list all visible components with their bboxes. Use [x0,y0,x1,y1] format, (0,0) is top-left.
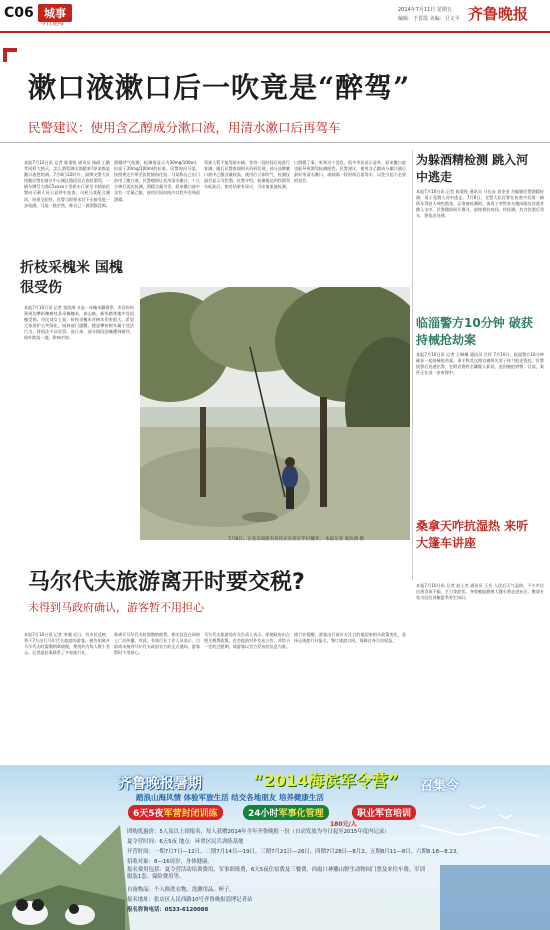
ad-title-event: “2014海滨军令营” [253,771,399,790]
section-subtitle: 今日莲隆 [40,20,65,27]
lead-subhead: 民警建议：使用含乙醇成分漱口液，用清水漱口后再驾车 [28,120,341,135]
headline-corner-mark [3,48,17,62]
lead-column-1: 本报7月10日讯 记者 陈重锐 通讯员 杨丽 王勤 苹同样大热天，怎么酒驾测出酒精来?原来都是漱口液惹的祸。7月8日22时许，淄博交警大队执勤民警在辖区中心城区路段设点查验酒驾，一辆车牌号为鲁C5xxxx小型轿车行驶至卡哨前民警向司乘人员示意停车检查，司机马某配合测试，结果呈阳性。民警当即要求其下车接受进一步检测，马某一脸茫然，称自己一滴酒都没喝。 [24,160,110,208]
ad-line-sessions: 开营时间：一期7月7日—12日、二期7月14日—19日、三期7月21日—26日、四期7月28日—8月2、五期8月11—8日、六期8.18—8.23。 [127,849,462,855]
right-story-3-body: 本报7月10日讯 记者 赵士杰 通讯员 王芳 入伏后天气湿热，不少市民出现食欲不振、乏力等症状。齐鲁晚报健康大篷车将走进社区，邀请专家为居民讲解夏季养生知识。 [416,583,544,601]
ad-line-duration: 夏令营时间：6天5夜 地点：环翠区民兵训练基地 [127,839,244,845]
section-code: C06 [4,5,34,21]
ad-title-call: 召集令 [420,779,460,794]
ad-line-phone: 报名咨询电话：0533-6120088 [127,907,209,913]
section-name: 城事 [38,4,72,22]
masthead [0,0,550,40]
park-scene-image [140,287,410,540]
ad-badge-duration-value: 6天5夜 [133,809,164,819]
side-story-body: 本报7月10日讯 记者 张滨洲 又是一年槐米飘香季，市民纷纷到周边攀折槐树枝条采摘槐米，泰山路、新华路等地多处国槐受损。市民刘女士说，折枝采槐米对树木伤害很大，希望大家爱护公共绿化。园林部门提醒，随意攀折树木属于违法行为，将依法予以处罚。连日来，部分路段国槐遭到破坏，枝叶散落一地，影响市容。 [24,305,134,341]
second-column-3: 马尔代夫旅游局有关负责人表示，即便政府出台相关税费政策，也会提前对外发布公告，并给予一定的过渡期，请游客以官方发布的信息为准。 [204,632,290,650]
second-column-2: 称离开马尔代夫时需缴纳税费，相关信息在网络上广泛传播。对此，有旅行社工作人员表示，目前尚未接到马尔代夫政府官方的正式通知，游客暂时不用担心。 [114,632,200,656]
ad-slogan: 踏浪山海风情 体验军旅生活 结交各地朋友 培养健康生活 [136,793,324,802]
second-headline: 马尔代夫旅游离开时要交税? [28,570,305,595]
lead-column-4: 口酒精了事。听到这个消息，很多市民表示意外，原来漱口液也能导致酒驾检测阳性。民警建议，使用含乙醇成分漱口液后最好用清水漱口，或间隔一段时间后再驾车，以免引起不必要的误会。 [294,160,406,184]
ad-badge-hours-text: 军事化管理 [278,809,324,819]
ad-badge-duration-text: 军营封闭训练 [163,809,218,819]
second-column-4: 旅行社提醒，游客出行前应关注目的地国家相关政策变化，选择正规旅行社报名，签订旅游合同，保障自身合法权益。 [294,632,406,644]
right-story-2-body: 本报7月10日讯 记者 王琳琳 通讯员 吕怀 7月10日，临淄警方10分钟破获一起持械抢劫案。事主称其在路边被两名男子持刀抢走钱包，民警接警后迅速出警，在附近将两名嫌疑人抓获，追回被抢财物。目前，案件正在进一步审理中。 [416,352,544,376]
ad-line-group-price: 团购优惠价：5人及以上团报名，每人获赠2014年全年齐鲁晚报一份（自动发放为今日起至2015年度内记录） [127,829,390,835]
camp-advertisement [0,765,550,930]
ad-line-fee-includes: 报名费用包括：夏令营活动培训费用、军事训练费，6天5夜住宿费及三餐费、西霞口神雕山野生动物园门票及来往车费、军训服装1套、保险费用等。 [127,867,425,880]
ad-badge-hours-value: 24小时 [248,809,279,819]
right-story-2-headline: 临淄警方10分钟 破获持械抢劫案 [416,316,533,347]
right-story-3-headline: 桑拿天咋抗湿热 来听大篷车讲座 [416,519,529,550]
ad-line-eligibility: 招收对象：8—16周岁，身体健康。 [127,859,213,865]
side-headline: 折枝采槐米 国槐很受伤 [20,260,123,296]
ad-badge-hours [243,805,329,820]
news-photo [140,287,410,540]
ad-title-brand: 齐鲁晚报暑期 [118,776,202,792]
lead-headline [28,66,410,106]
lead-column-2: 酒精呼气检测，检测值显示为30mg/100ml，但高于20mg/100ml的标准。民警询问马某，按照规定应带至医院抽血化验。马某称自己出门前用了漱口液，民警随即让其用清水漱口，十几分钟后再次检测，酒精含量为零。原来漱口液中含有一定量乙醇，使用后短时间内口腔中会残留酒精。 [114,160,200,202]
issue-date: 2014年7月11日 星期五 [398,7,452,13]
lead-headline-main: 漱口液漱口后一吹竟是 [28,71,319,104]
second-column-1: 本报7月10日讯 记者 李湘 近日，有市民反映，将于7月出行马尔代夫旅游的游客，被告知离开马尔代夫时需缴纳离境税，费用约为每人数十美元。记者就此事联系了多家旅行社。 [24,632,110,656]
right-story-1-headline: 为躲酒精检测 跳入河中逃走 [416,153,529,184]
ad-price: 180元/人 [330,821,357,828]
ad-badge-duration [128,805,223,820]
editor-credits: 编辑：于晋霞 美编：卫文平 [398,16,460,22]
header-rule [0,31,550,33]
right-column [416,152,544,582]
lead-column-3: 驾驶人暂不能驾驶车辆，等待一段时间后再进行复测。随后民警查阅相关资料发现，部分品牌漱口液中乙醇含量较高，使用后立即吹气，检测仪器会显示为饮酒。民警介绍，检测值达到饮酒驾车标准后，如对结果有异议，可申请血液检测。 [204,160,290,190]
photo-caption: 7月8日，在北京南路有居民正在用长竿打槐米。 本报记者 张滨洲 摄 [228,537,365,542]
lead-headline-quote: “醉驾” [318,71,411,104]
ad-badge-officer: 职业军官培训 [352,805,416,820]
section-divider [0,142,550,143]
ad-line-address: 报名地址：张店区人民西路10号齐鲁晚报淄博记者站 [127,897,253,903]
second-subhead: 未得到马政府确认，游客暂不用担心 [28,601,204,614]
ad-line-items: 自备物品：个人换洗衣物、洗漱用品、杯子。 [127,887,235,893]
newspaper-logo: 齐鲁晚报 [468,5,529,23]
column-divider [412,150,413,580]
right-story-1-body: 本报7月10日讯 记者 陈重锐 通讯员 马长泳 刘金金 为躲避民警酒精检测，男子竟跳入河中逃走。7月8日，交警大队民警在检查中发现一辆轿车驾驶人神色慌张，正准备检测时，该男子突然弃车跑向路边河道并跳入水中。民警随即展开搜寻，最终将其劝回。经检测，其为饮酒后驾车，将依法处理。 [416,189,544,219]
